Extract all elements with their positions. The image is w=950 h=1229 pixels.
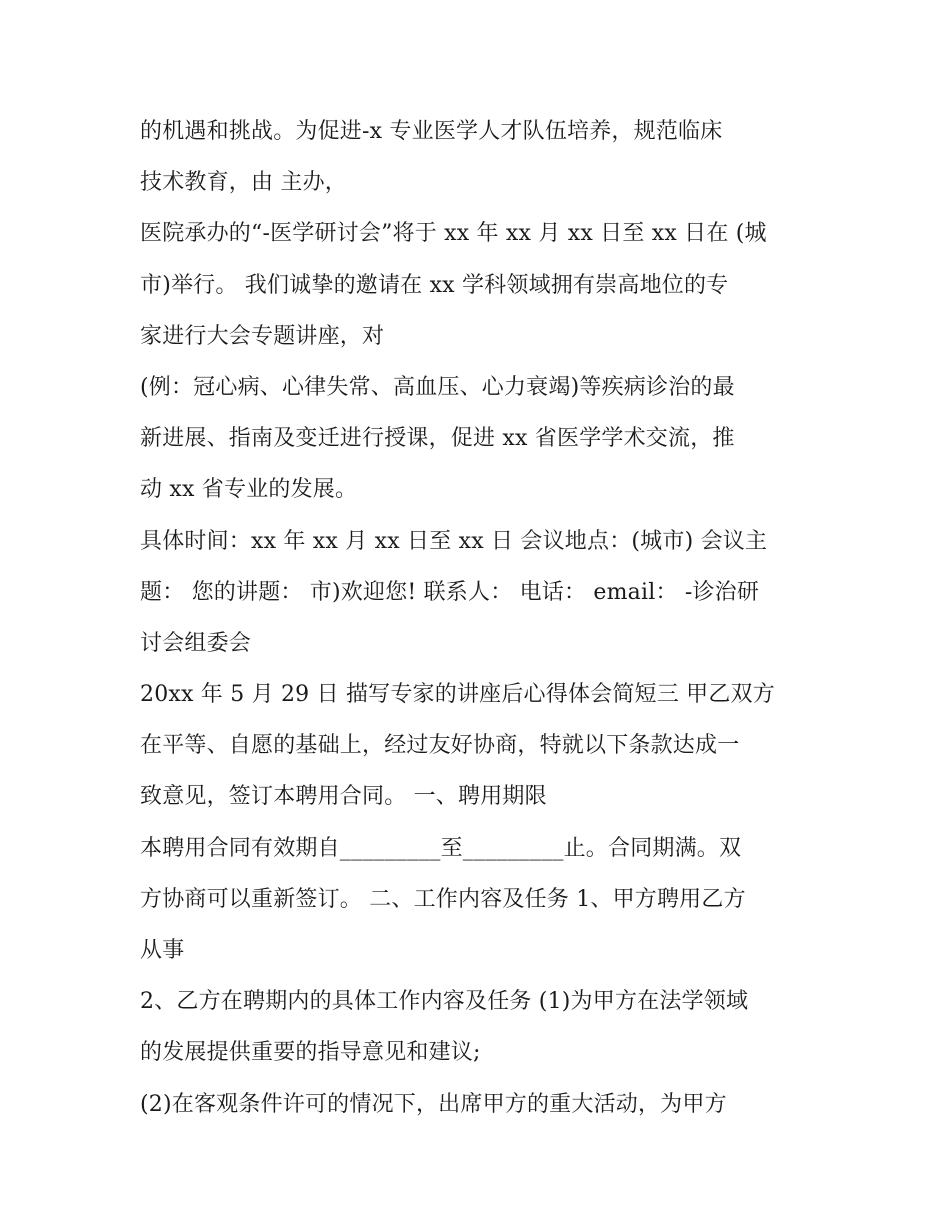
text-line: 家进行大会专题讲座，对 (140, 323, 385, 349)
text-line: 2、乙方在聘期内的具体工作内容及任务 (1)为甲方在法学领域 (140, 989, 749, 1015)
text-line: 方协商可以重新签订。 二、工作内容及任务 1、甲方聘用乙方 (140, 886, 746, 912)
text-line: 本聘用合同有效期自_________至_________止。合同期满。双 (140, 835, 742, 861)
text-line: 的机遇和挑战。为促进-x 专业医学人才队伍培养，规范临床 (140, 119, 723, 144)
text-line: (2)在客观条件许可的情况下，出席甲方的重大活动，为甲方 (140, 1091, 727, 1117)
text-line: 市)举行。 我们诚挚的邀请在 xx 学科领域拥有崇高地位的专 (140, 272, 729, 298)
text-line: 题： 您的讲题： 市)欢迎您! 联系人： 电话： email： -诊治研 (140, 579, 760, 605)
text-line: (例：冠心病、心律失常、高血压、心力衰竭)等疾病诊治的最 (140, 374, 735, 400)
text-line: 新进展、指南及变迁进行授课，促进 xx 省医学学术交流，推 (140, 426, 735, 452)
text-line: 技术教育，由 主办， (140, 170, 347, 196)
text-line: 20xx 年 5 月 29 日 描写专家的讲座后心得体会简短三 甲乙双方 (140, 682, 775, 708)
text-line: 在平等、自愿的基础上，经过友好协商，特就以下条款达成一 (140, 733, 740, 759)
document-body (140, 106, 820, 1130)
text-line: 致意见，签订本聘用合同。 一、聘用期限 (140, 784, 547, 810)
text-line: 医院承办的“-医学研讨会”将于 xx 年 xx 月 xx 日至 xx 日在 (城 (140, 221, 767, 247)
text-line: 具体时间：xx 年 xx 月 xx 日至 xx 日 会议地点：(城市) 会议主 (140, 528, 768, 554)
text-line: 的发展提供重要的指导意见和建议; (140, 1040, 481, 1066)
text-line: 从事 (140, 938, 185, 963)
text-line: 讨会组委会 (140, 630, 252, 656)
text-line: 动 xx 省专业的发展。 (140, 477, 358, 503)
